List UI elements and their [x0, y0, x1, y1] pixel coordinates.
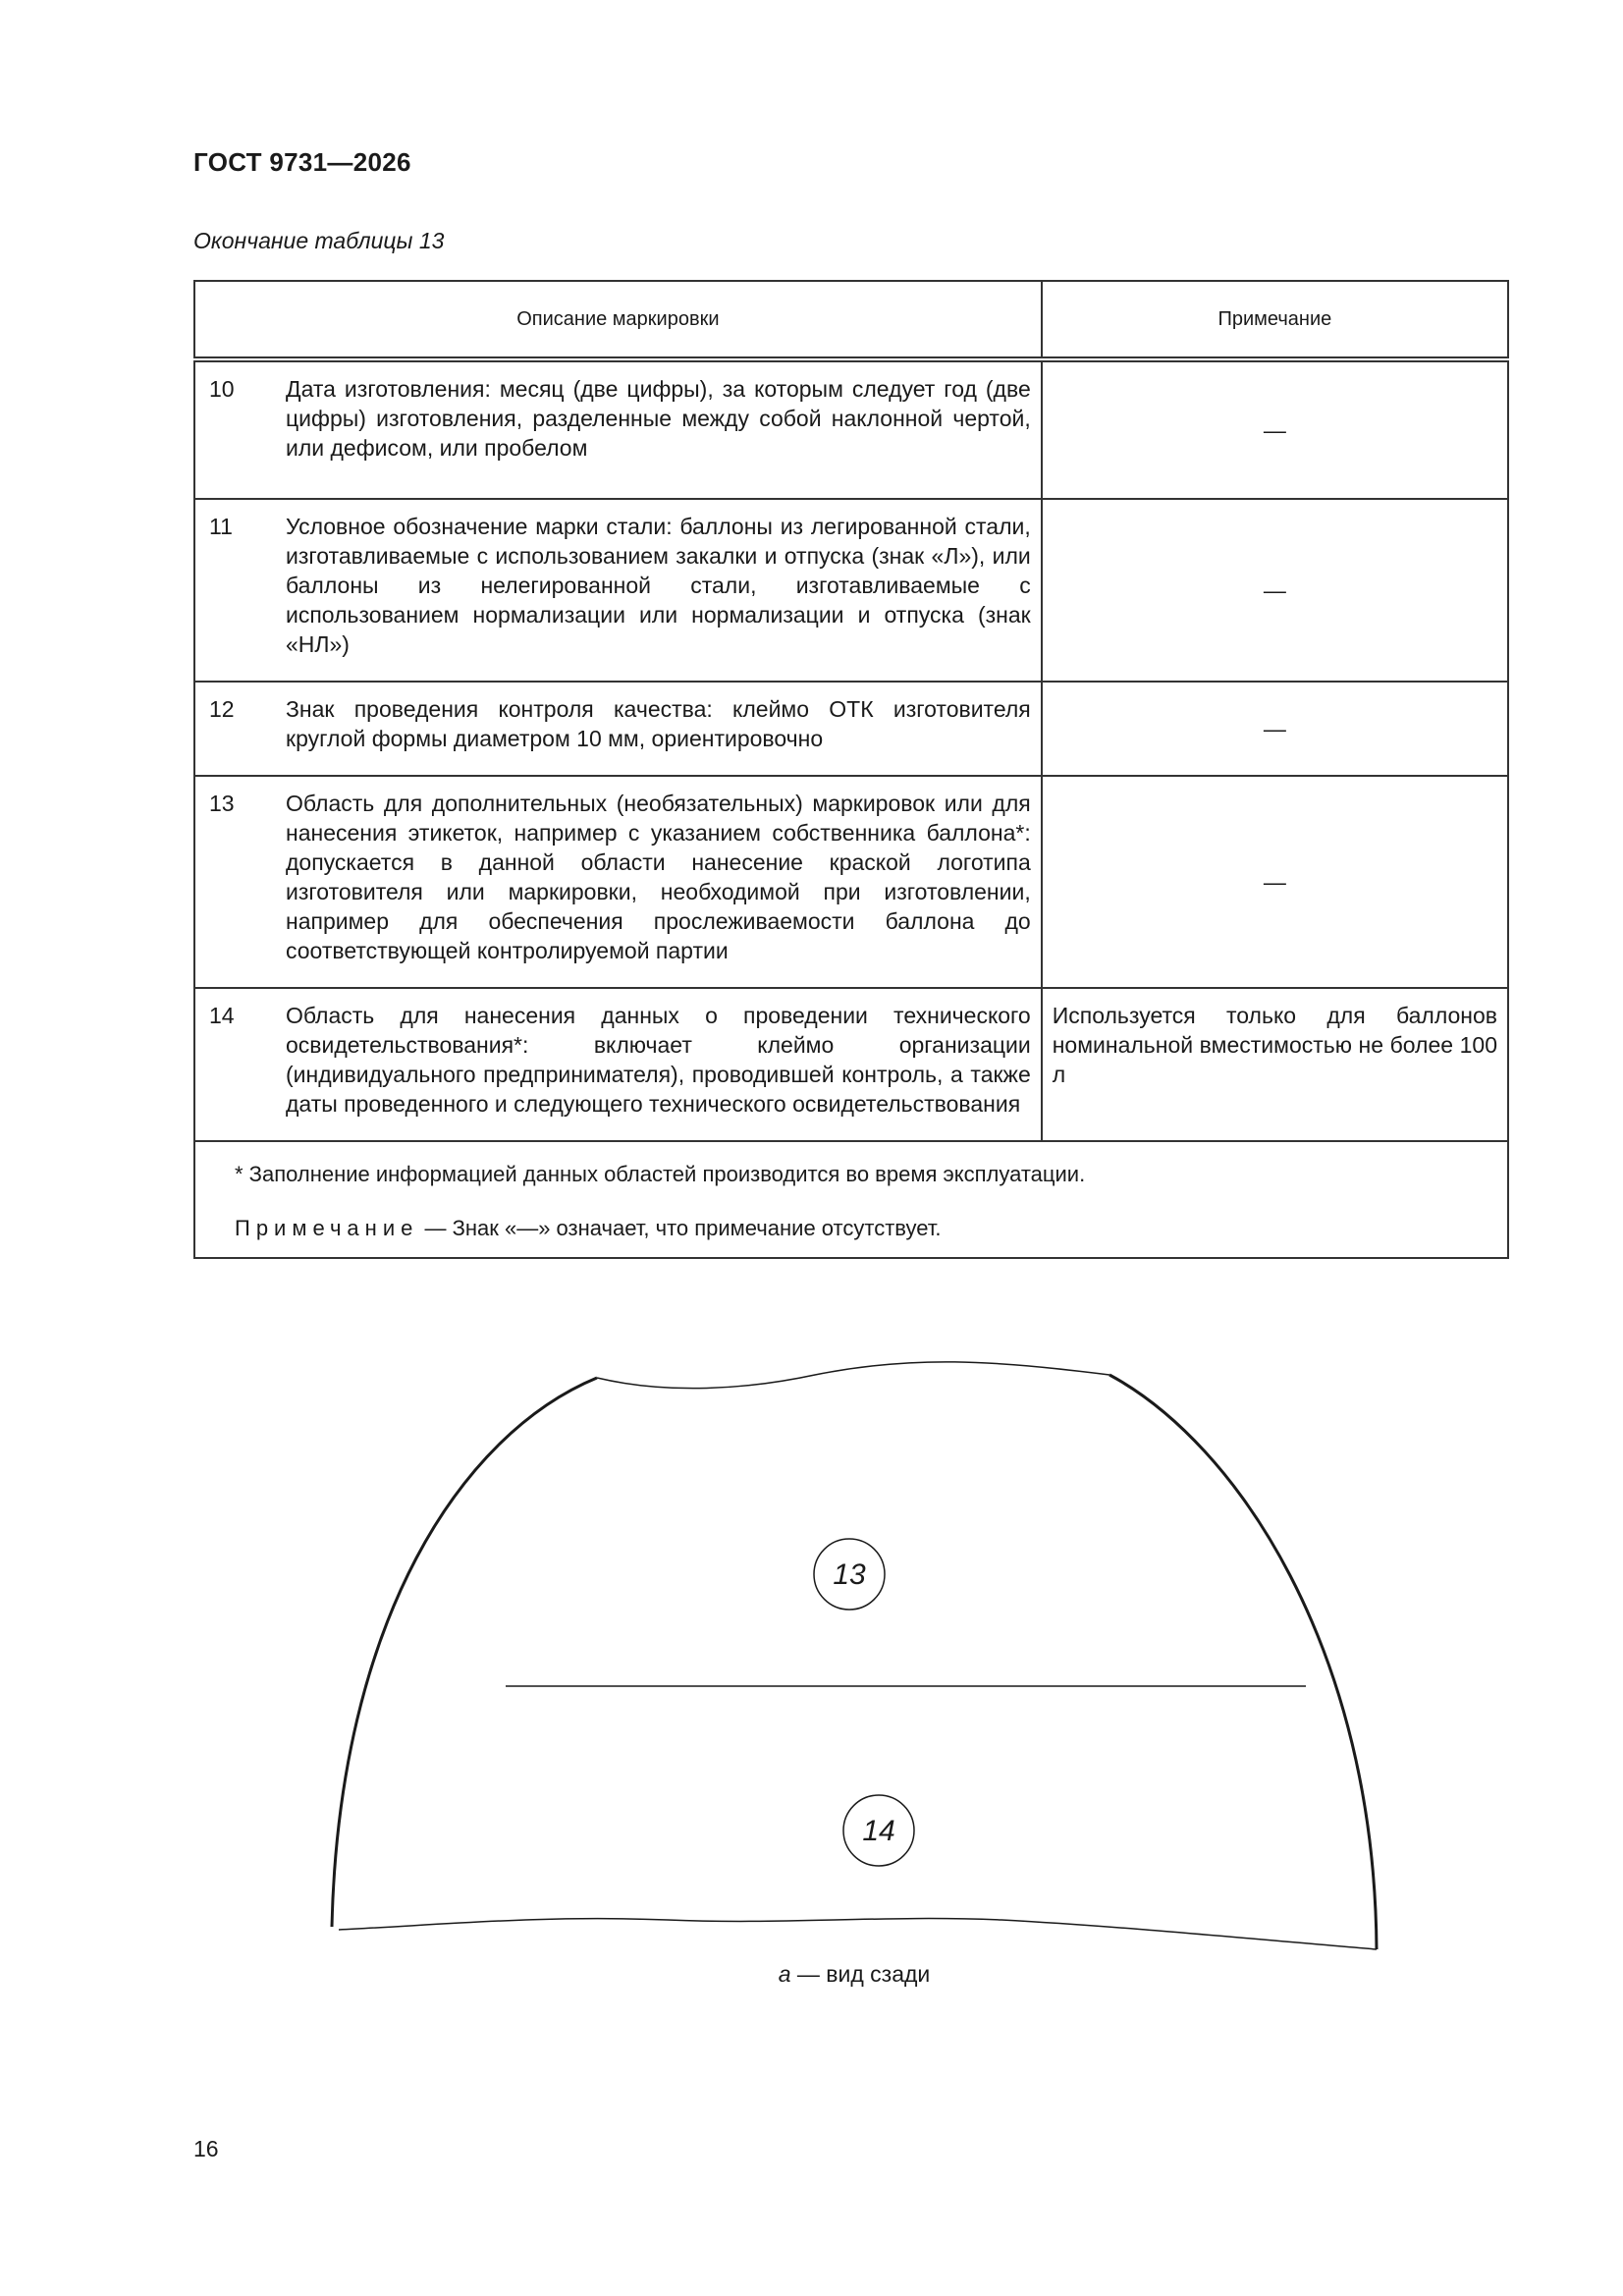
note-text: — Знак «—» означает, что примечание отсутствует.: [418, 1216, 942, 1240]
page-number: 16: [193, 2136, 219, 2161]
row-note: —: [1042, 776, 1508, 988]
row-description: [194, 682, 1042, 776]
table-header-row: [194, 281, 1508, 359]
outline-top-edge: [597, 1362, 1109, 1389]
table-footer: [194, 1141, 1508, 1258]
row-number: 10: [209, 376, 235, 402]
row-number: 12: [209, 696, 235, 722]
row-note: —: [1042, 359, 1508, 499]
row-number: 11: [209, 514, 233, 539]
table-row: [194, 776, 1508, 988]
row-text: Знак проведения контроля качества: клеймо ОТК изготовителя круглой формы диаметром 10 мм, ориентировочно: [286, 696, 1031, 751]
column-header-note: Примечание: [1042, 281, 1508, 359]
table-footer-row: [194, 1141, 1508, 1258]
note-label: Примечание: [235, 1216, 419, 1240]
table-caption: Окончание таблицы 13: [193, 228, 445, 253]
row-text: Дата изготовления: месяц (две цифры), за которым следует год (две цифры) изготовления, разделенные между собой наклонной чертой, или дефисом, или пробелом: [286, 376, 1031, 461]
row-text: Область для дополнительных (необязательных) маркировок или для нанесения этикеток, например с указанием собственника баллона*: допускается в данной области нанесение краской логотипа изготовителя или маркировки, необходимой при изготовлении, например для обеспечения прослеживаемости баллона до соответствующей контролируемой партии: [286, 791, 1031, 963]
row-text: Условное обозначение марки стали: баллоны из легированной стали, изготавливаемые с использованием закалки и отпуска (знак «Л»), или баллоны из нелегированной стали, изготавливаемые с использованием нормализации или нормализации и отпуска (знак «НЛ»): [286, 514, 1031, 657]
marking-table: [193, 280, 1509, 1259]
row-number: 14: [209, 1003, 235, 1028]
row-description: [194, 776, 1042, 988]
table-row: [194, 682, 1508, 776]
row-description: [194, 988, 1042, 1141]
row-number: 13: [209, 791, 235, 816]
area-label-13: 13: [833, 1558, 866, 1591]
row-description: [194, 359, 1042, 499]
footnote: * Заполнение информацией данных областей производится во время эксплуатации.: [235, 1162, 1086, 1186]
table-row: [194, 499, 1508, 682]
table-note: [235, 1214, 1497, 1243]
figure-caption: [0, 1961, 1623, 1988]
row-note: —: [1042, 499, 1508, 682]
outline-right-arc: [1109, 1375, 1377, 1949]
table-row: [194, 359, 1508, 499]
column-header-description: Описание маркировки: [194, 281, 1042, 359]
document-header: ГОСТ 9731—2026: [193, 147, 411, 177]
outline-left-arc: [332, 1378, 597, 1927]
row-note: —: [1042, 682, 1508, 776]
cylinder-rear-view-figure: [0, 1345, 1623, 1984]
row-description: [194, 499, 1042, 682]
outline-bottom-edge: [339, 1919, 1377, 1949]
area-label-14: 14: [862, 1815, 895, 1847]
row-text: Область для нанесения данных о проведении технического освидетельствования*: включает клеймо организации (индивидуального предпринимателя), проводившей контроль, а также даты проведенного и следующего технического освидетельствования: [286, 1003, 1031, 1117]
row-note: Используется только для баллонов номинальной вместимостью не более 100 л: [1042, 988, 1508, 1141]
table-row: [194, 988, 1508, 1141]
caption-text: — вид сзади: [790, 1961, 931, 1987]
caption-letter: а: [778, 1961, 791, 1987]
